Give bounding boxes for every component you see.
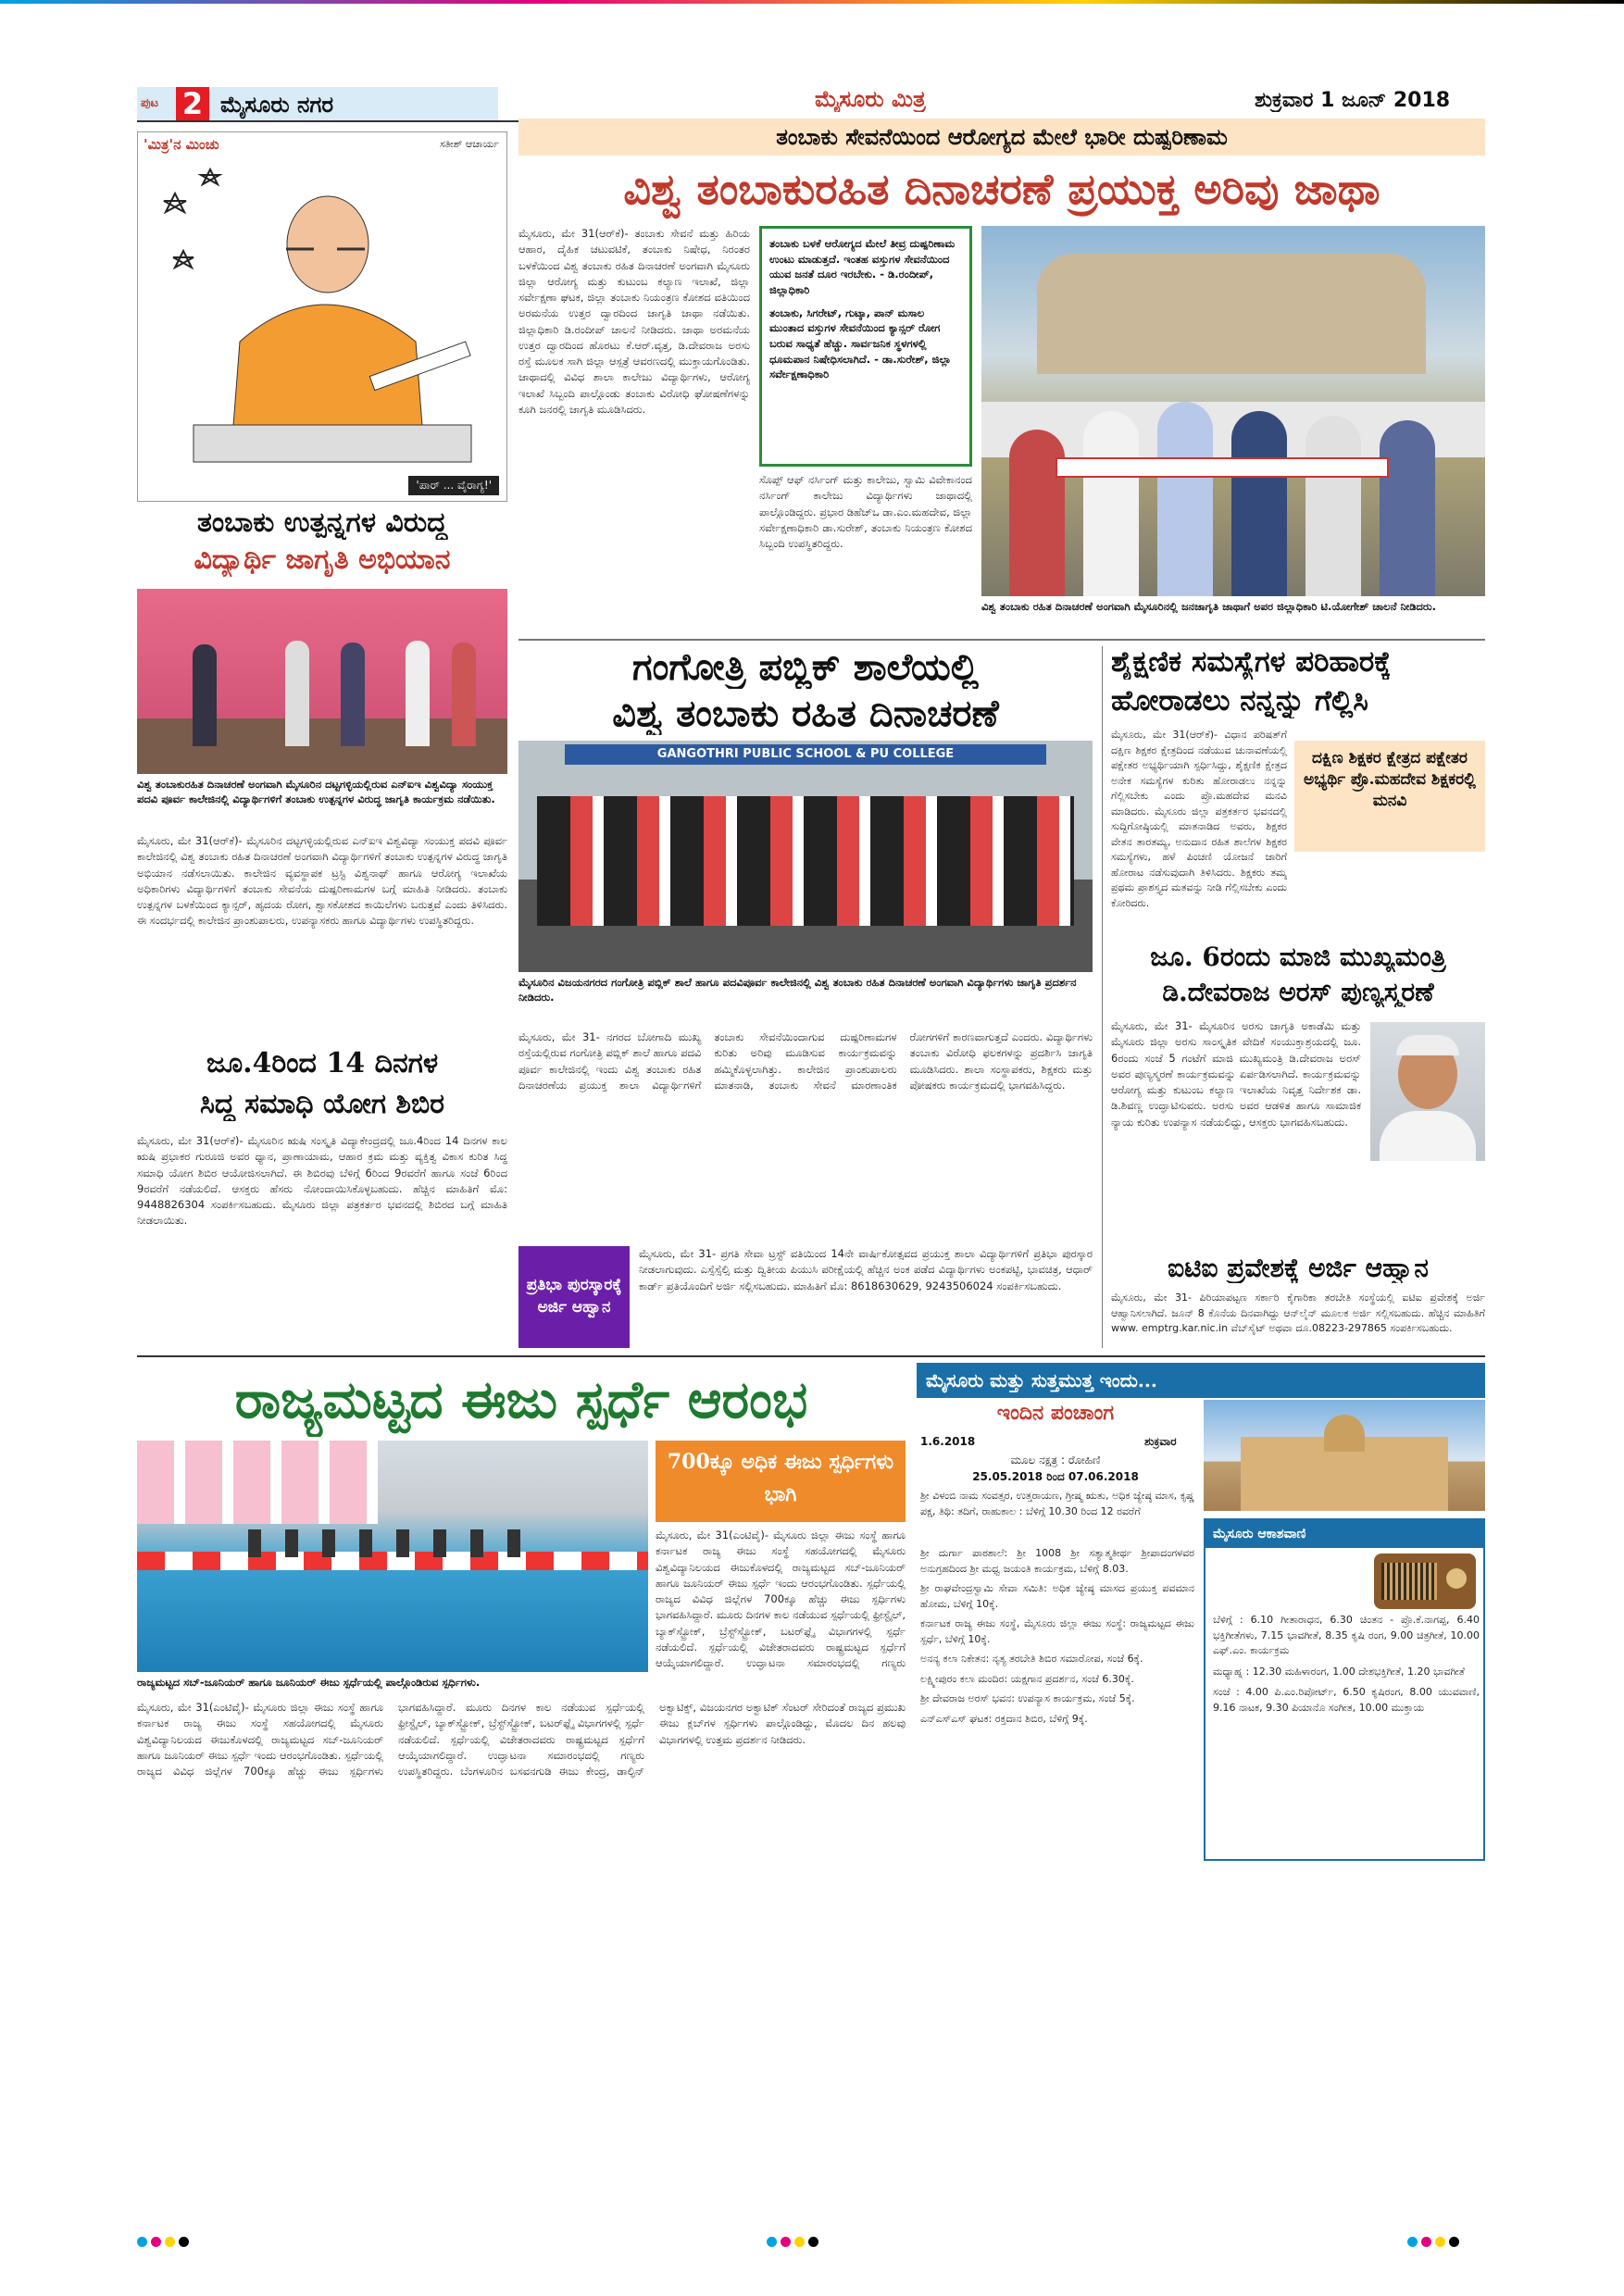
students-headline-1: ತಂಬಾಕು ಉತ್ಪನ್ನಗಳ ವಿರುದ್ಧ (196, 507, 447, 539)
gangothri-body: ಮೈಸೂರು, ಮೇ 31- ನಗರದ ಬೋಗಾದಿ ಮುಖ್ಯ ರಸ್ತೆಯಲ್ಲಿರುವ ಗಂಗೋತ್ರಿ ಪಬ್ಲಿಕ್ ಶಾಲೆ ಹಾಗೂ ಪದವಿ ಪೂರ್ವ ಕಾಲೇಜಿನಲ್ಲಿ ಇಂದು ವಿಶ್ವ ತಂಬಾಕು ರಹಿತ ದಿನಾಚರಣೆಯ ಪ್ರಯುಕ್ತ ಶಾಲಾ ವಿದ್ಯಾರ್ಥಿಗಳಿಗೆ ತಂಬಾಕು ಸೇವನೆಯಿಂದಾಗುವ ದುಷ್ಪರಿಣಾಮಗಳ ಕುರಿತು ಅರಿವು ಮೂಡಿಸುವ ಕಾರ್ಯಕ್ರಮವನ್ನು ಹಮ್ಮಿಕೊಳ್ಳಲಾಗಿತ್ತು. ಕಾಲೇಜಿನ ಪ್ರಾಂಶುಪಾಲರು ಮಾತನಾಡಿ, ತಂಬಾಕು ಸೇವನೆ ಮಾರಣಾಂತಿಕ ರೋಗಗಳಿಗೆ ಕಾರಣವಾಗುತ್ತದೆ ಎಂದರು. ವಿದ್ಯಾರ್ಥಿಗಳು ತಂಬಾಕು ವಿರೋಧಿ ಫಲಕಗಳನ್ನು ಪ್ರದರ್ಶಿಸಿ ಜಾಗೃತಿ ಮೂಡಿಸಿದರು. ಶಾಲಾ ಸಂಸ್ಥಾಪಕರು, ಶಿಕ್ಷಕರು ಮತ್ತು ಪೋಷಕರು ಕಾರ್ಯಕ್ರಮದಲ್ಲಿ ಭಾಗವಹಿಸಿದ್ದರು. (518, 1030, 1093, 1092)
teachers-headline-1: ಶೈಕ್ಷಣಿಕ ಸಮಸ್ಯೆಗಳ ಪರಿಹಾರಕ್ಕೆ (1111, 646, 1392, 679)
swim-caption: ರಾಜ್ಯಮಟ್ಟದ ಸಬ್-ಜೂನಿಯರ್ ಹಾಗೂ ಜೂನಿಯರ್ ಈಜು ಸ್ಪರ್ಧೆಯಲ್ಲಿ ಪಾಲ್ಗೊಂಡಿರುವ ಸ್ಪರ್ಧಿಗಳು. (137, 1676, 481, 1689)
lower-rule (137, 1355, 1485, 1357)
gangothri-headline-1: ಗಂಗೋತ್ರಿ ಪಬ್ಲಿಕ್ ಶಾಲೆಯಲ್ಲಿ (632, 646, 979, 689)
lead-quote-2: ತಂಬಾಕು, ಸಿಗರೇಟ್, ಗುಟ್ಕಾ, ಪಾನ್ ಮಸಾಲ ಮುಂತಾದ ವಸ್ತುಗಳ ಸೇವನೆಯಿಂದ ಕ್ಯಾನ್ಸರ್ ರೋಗ ಬರುವ ಸಾಧ್ಯತೆ ಹೆಚ್ಚು. ಸಾರ್ವಜನಿಕ ಸ್ಥಳಗಳಲ್ಲಿ ಧೂಮಪಾನ ನಿಷೇಧಿಸಲಾಗಿದೆ. - ಡಾ.ಸುರೇಶ್, ಜಿಲ್ಲಾ ಸರ್ವೇಕ್ಷಣಾಧಿಕಾರಿ (769, 306, 952, 381)
gangothri-headline-2: ವಿಶ್ವ ತಂಬಾಕು ರಹಿತ ದಿನಾಚರಣೆ (612, 693, 999, 735)
paper-name: ಮೈಸೂರು ಮಿತ್ರ (815, 85, 926, 112)
event-item: ಕರ್ನಾಟಕ ರಾಜ್ಯ ಈಜು ಸಂಸ್ಥೆ, ಮೈಸೂರು ಜಿಲ್ಲಾ ಈಜು ಸಂಸ್ಥೆ: ರಾಜ್ಯಮಟ್ಟದ ಈಜು ಸ್ಪರ್ಧೆ, ಬೆಳಿಗ್ಗೆ 10ಕ್ಕೆ. (920, 1617, 1194, 1645)
lead-body-2: ಸೊಪ್ಪ್ ಆಫ್ ನರ್ಸಿಂಗ್ ಮತ್ತು ಕಾಲೇಜು, ಸ್ವಾಮಿ ವಿವೇಕಾನಂದ ನರ್ಸಿಂಗ್ ಕಾಲೇಜು ವಿದ್ಯಾರ್ಥಿಗಳು ಜಾಥಾದಲ್ಲಿ ಪಾಲ್ಗೊಂಡಿದ್ದರು. ಪ್ರಭಾರ ಡಿಹೆಚ್‌ಒ ಡಾ.ಎಂ.ಮಹದೇವ, ಜಿಲ್ಲಾ ಸರ್ವೇಕ್ಷಣಾಧಿಕಾರಿ ಡಾ.ಸುರೇಶ್, ತಂಬಾಕು ನಿಯಂತ್ರಣ ಕೋಶದ ಸಿಬ್ಬಂದಿ ಉಪಸ್ಥಿತರಿದ್ದರು. (759, 473, 972, 550)
event-item: ಶ್ರೀ ದೇವರಾಜ ಅರಸ್ ಭವನ: ಉಪನ್ಯಾಸ ಕಾರ್ಯಕ್ರಮ, ಸಂಜೆ 5ಕ್ಕೆ. (920, 1692, 1135, 1704)
lead-headline: ವಿಶ್ವ ತಂಬಾಕುರಹಿತ ದಿನಾಚರಣೆ ಪ್ರಯುಕ್ತ ಅರಿವು ಜಾಥಾ (623, 164, 1380, 214)
radio-title: ಮೈಸೂರು ಆಕಾಶವಾಣಿ (1206, 1520, 1483, 1548)
panchang-title: ಇಂದಿನ ಪಂಚಾಂಗ (996, 1402, 1115, 1425)
page-number: 2 (176, 87, 209, 120)
devaraj-headline-1: ಜೂ. 6ರಂದು ಮಾಜಿ ಮುಖ್ಯಮಂತ್ರಿ (1150, 942, 1446, 972)
swim-photo (137, 1441, 648, 1672)
event-item: ಶ್ರೀ ರಾಘವೇಂದ್ರಸ್ವಾಮಿ ಸೇವಾ ಸಮಿತಿ: ಅಧಿಕ ಜ್ಯೇಷ್ಠ ಮಾಸದ ಪ್ರಯುಕ್ತ ಪವಮಾನ ಹೋಮ, ಬೆಳಿಗ್ಗೆ 10ಕ್ಕೆ. (920, 1582, 1194, 1610)
radio-slot: ಬೆಳಿಗ್ಗೆ : 6.10 ಗೀತಾರಾಧನ, 6.30 ಚಿಂತನ - ಪ್ರೊ.ಕೆ.ನಾಗಪ್ಪ, 6.40 ಭಕ್ತಿಗೀತೆಗಳು, 7.15 ಭಾವಗೀತೆ, 8.35 ಕೃಷಿ ರಂಗ, 9.00 ಚಿತ್ರಗೀತೆ, 10.00 ಎಫ್.ಎಂ. ಕಾರ್ಯಕ್ರಮ (1213, 1614, 1480, 1656)
panchang-range: 25.05.2018 ರಿಂದ 07.06.2018 (972, 1470, 1139, 1483)
cartoon-box (137, 131, 507, 502)
pratibha-label: ಪ್ರತಿಭಾ ಪುರಸ್ಕಾರಕ್ಕೆ ಅರ್ಜಿ ಆಹ್ವಾನ (518, 1246, 630, 1348)
radio-icon (1374, 1554, 1476, 1609)
section-title: ಮೈಸೂರು ನಗರ (220, 91, 334, 118)
event-item: ಶ್ರೀ ದುರ್ಗಾ ಪಾಠಶಾಲೆ: ಶ್ರೀ 1008 ಶ್ರೀ ಸತ್ಯಾತ್ಮತೀರ್ಥ ಶ್ರೀಪಾದಂಗಳವರ ಅನುಗ್ರಹದಿಂದ ಶ್ರೀ ಮಧ್ವ ಜಯಂತಿ ಕಾರ್ಯಕ್ರಮ, ಬೆಳಿಗ್ಗೆ 8.03. (920, 1547, 1194, 1575)
swim-subhead: 700ಕ್ಕೂ ಅಧಿಕ ಈಜು ಸ್ಪರ್ಧಿಗಳು ಭಾಗಿ (656, 1441, 906, 1522)
lead-quote-1: ತಂಬಾಕು ಬಳಕೆ ಆರೋಗ್ಯದ ಮೇಲೆ ತೀವ್ರ ದುಷ್ಪರಿಣಾಮ ಉಂಟು ಮಾಡುತ್ತದೆ. ಇಂತಹ ವಸ್ತುಗಳ ಸೇವನೆಯಿಂದ ಯುವ ಜನತೆ ದೂರ ಇರಬೇಕು. - ಡಿ.ರಂದೀಪ್, ಜಿಲ್ಲಾಧಿಕಾರಿ (769, 237, 956, 297)
lead-kicker: ತಂಬಾಕು ಸೇವನೆಯಿಂದ ಆರೋಗ್ಯದ ಮೇಲೆ ಭಾರೀ ದುಷ್ಪರಿಣಾಮ (518, 119, 1485, 156)
palace-photo (1204, 1400, 1485, 1511)
cartoon-artist: ಸತೀಶ್ ಆಚಾರ್ಯ (439, 138, 499, 150)
events-list (920, 1546, 1194, 2139)
cartoon-title: 'ಮಿತ್ರ'ನ ಮಿಂಚು (144, 136, 219, 153)
yoga-headline-2: ಸಿದ್ಧ ಸಮಾಧಿ ಯೋಗ ಶಿಬಿರ (199, 1089, 445, 1120)
yoga-body: ಮೈಸೂರು, ಮೇ 31(ಆರ್‌ಕೆ)- ಮೈಸೂರಿನ ಋಷಿ ಸಂಸ್ಕೃತಿ ವಿದ್ಯಾಕೇಂದ್ರದಲ್ಲಿ ಜೂ.4ರಿಂದ 14 ದಿನಗಳ ಕಾಲ ಋಷಿ ಪ್ರಭಾಕರ ಗುರೂಜಿ ಅವರ ಧ್ಯಾನ, ಪ್ರಾಣಾಯಾಮ, ಆಹಾರ ಕ್ರಮ ಮತ್ತು ವ್ಯಕ್ತಿತ್ವ ವಿಕಾಸ ಕುರಿತ ಸಿದ್ಧ ಸಮಾಧಿ ಯೋಗ ಶಿಬಿರ ಆಯೋಜಿಸಲಾಗಿದೆ. ಈ ಶಿಬಿರವು ಬೆಳಿಗ್ಗೆ 6ರಿಂದ 9ರವರೆಗೆ ಹಾಗೂ ಸಂಜೆ 6ರಿಂದ 9ರವರೆಗೆ ನಡೆಯಲಿದೆ. ಆಸಕ್ತರು ಹೆಸರು ನೋಂದಾಯಿಸಿಕೊಳ್ಳಬಹುದು. ಹೆಚ್ಚಿನ ಮಾಹಿತಿಗೆ ಮೊ: 9448826304 ಸಂಪರ್ಕಿಸಬಹುದು. ಮೈಸೂರು ಜಿಲ್ಲಾ ಪತ್ರಕರ್ತರ ಭವನದಲ್ಲಿ ಶಿಬಿರದ ಬಗ್ಗೆ ಮಾಹಿತಿ ನೀಡಲಾಯಿತು. (137, 1134, 507, 1228)
section-bar (137, 87, 498, 120)
students-headline-2: ವಿದ್ಯಾರ್ಥಿ ಜಾಗೃತಿ ಅಭಿಯಾನ (194, 544, 451, 576)
teachers-body: ಮೈಸೂರು, ಮೇ 31(ಆರ್‌ಕೆ)- ವಿಧಾನ ಪರಿಷತ್‌ಗೆ ದಕ್ಷಿಣ ಶಿಕ್ಷಕರ ಕ್ಷೇತ್ರದಿಂದ ನಡೆಯುವ ಚುನಾವಣೆಯಲ್ಲಿ ಪಕ್ಷೇತರ ಅಭ್ಯರ್ಥಿಯಾಗಿ ಸ್ಪರ್ಧಿಸಿದ್ದು, ಶೈಕ್ಷಣಿಕ ಕ್ಷೇತ್ರದ ಅನೇಕ ಸಮಸ್ಯೆಗಳ ಕುರಿತು ಹೋರಾಡಲು ನನ್ನನ್ನು ಗೆಲ್ಲಿಸಬೇಕು ಎಂದು ಪ್ರೊ.ಮಹದೇವ ಮನವಿ ಮಾಡಿದರು. ಮೈಸೂರು ಜಿಲ್ಲಾ ಪತ್ರಕರ್ತರ ಭವನದಲ್ಲಿ ಸುದ್ದಿಗೋಷ್ಠಿಯಲ್ಲಿ ಮಾತನಾಡಿದ ಅವರು, ಶಿಕ್ಷಕರ ವೇತನ ತಾರತಮ್ಯ, ಅನುದಾನ ರಹಿತ ಶಾಲೆಗಳ ಶಿಕ್ಷಕರ ಸಮಸ್ಯೆಗಳು, ಹಳೆ ಪಿಂಚಣಿ ಯೋಜನೆ ಜಾರಿಗೆ ಹೋರಾಟ ನಡೆಸುವುದಾಗಿ ತಿಳಿಸಿದರು. ಶಿಕ್ಷಕರು ತಮ್ಮ ಪ್ರಥಮ ಪ್ರಾಶಸ್ತ್ಯದ ಮತವನ್ನು ನೀಡಿ ಗೆಲ್ಲಿಸಬೇಕು ಎಂದು ಕೋರಿದರು. (1111, 729, 1287, 909)
students-photo (137, 589, 507, 774)
color-bar-top (0, 0, 1624, 4)
event-item: ಅನನ್ಯ ಕಲಾ ನಿಕೇತನ: ನೃತ್ಯ ತರಬೇತಿ ಶಿಬಿರ ಸಮಾರೋಪ, ಸಂಜೆ 6ಕ್ಕೆ. (920, 1653, 1143, 1665)
color-dots-center (767, 2233, 822, 2251)
today-header: ಮೈಸೂರು ಮತ್ತು ಸುತ್ತಮುತ್ತ ಇಂದು... (917, 1363, 1485, 1398)
color-dots-left (137, 2233, 193, 2251)
column-rule (1102, 646, 1103, 1348)
radio-slot: ಮಧ್ಯಾಹ್ನ : 12.30 ಮಹಿಳಾರಂಗ, 1.00 ದೇಶಭಕ್ತಿಗೀತೆ, 1.20 ಭಾವಗೀತೆ (1213, 1665, 1465, 1678)
teachers-box: ದಕ್ಷಿಣ ಶಿಕ್ಷಕರ ಕ್ಷೇತ್ರದ ಪಕ್ಷೇತರ ಅಭ್ಯರ್ಥಿ ಪ್ರೊ.ಮಹದೇವ ಶಿಕ್ಷಕರಲ್ಲಿ ಮನವಿ (1294, 741, 1485, 852)
event-item: ಎನ್‌ಎಸ್‌ಎಸ್ ಘಟಕ: ರಕ್ತದಾನ ಶಿಬಿರ, ಬೆಳಿಗ್ಗೆ 9ಕ್ಕೆ. (920, 1712, 1088, 1725)
lead-photo (981, 226, 1485, 596)
lead-photo-caption: ವಿಶ್ವ ತಂಬಾಕು ರಹಿತ ದಿನಾಚರಣೆ ಅಂಗವಾಗಿ ಮೈಸೂರಿನಲ್ಲಿ ಜನಜಾಗೃತಿ ಜಾಥಾಗೆ ಅಪರ ಜಿಲ್ಲಾಧಿಕಾರಿ ಟಿ.ಯೋಗೇಶ್ ಚಾಲನೆ ನೀಡಿದರು. (981, 600, 1436, 613)
gangothri-photo (518, 741, 1093, 972)
color-dots-right (1407, 2233, 1463, 2251)
students-body: ಮೈಸೂರು, ಮೇ 31(ಆರ್‌ಕೆ)- ಮೈಸೂರಿನ ದಟ್ಟಗಳ್ಳಿಯಲ್ಲಿರುವ ಎನ್‌ಐಇ ವಿಶ್ವವಿದ್ಯಾ ಸಂಯುಕ್ತ ಪದವಿ ಪೂರ್ವ ಕಾಲೇಜಿನಲ್ಲಿ ವಿಶ್ವ ತಂಬಾಕು ರಹಿತ ದಿನಾಚರಣೆ ಅಂಗವಾಗಿ ವಿದ್ಯಾರ್ಥಿಗಳಿಗೆ ತಂಬಾಕು ಉತ್ಪನ್ನಗಳ ವಿರುದ್ಧ ಜಾಗೃತಿ ಅಭಿಯಾನ ನಡೆಸಲಾಯಿತು. ಕಾಲೇಜಿನ ವ್ಯವಸ್ಥಾಪಕ ಟ್ರಸ್ಟಿ ವಿಶ್ವನಾಥ್ ಹಾಗೂ ಆರೋಗ್ಯ ಇಲಾಖೆಯ ಅಧಿಕಾರಿಗಳು ವಿದ್ಯಾರ್ಥಿಗಳಿಗೆ ತಂಬಾಕು ಸೇವನೆಯ ದುಷ್ಪರಿಣಾಮಗಳ ಬಗ್ಗೆ ಮಾಹಿತಿ ನೀಡಿದರು. ತಂಬಾಕು ಉತ್ಪನ್ನಗಳ ಬಳಕೆಯಿಂದ ಕ್ಯಾನ್ಸರ್, ಹೃದಯ ರೋಗ, ಶ್ವಾಸಕೋಶದ ಕಾಯಿಲೆಗಳು ಬರುತ್ತವೆ ಎಂದು ತಿಳಿಸಿದರು. ಈ ಸಂದರ್ಭದಲ್ಲಿ ಕಾಲೇಜಿನ ಪ್ರಾಂಶುಪಾಲರು, ಉಪನ್ಯಾಸಕರು ಹಾಗೂ ವಿದ್ಯಾರ್ಥಿಗಳು ಉಪಸ್ಥಿತರಿದ್ದರು. (137, 834, 507, 928)
lead-bottom-rule (518, 639, 1485, 641)
pratibha-body: ಮೈಸೂರು, ಮೇ 31- ಪ್ರಗತಿ ಸೇವಾ ಟ್ರಸ್ಟ್ ವತಿಯಿಂದ 14ನೇ ವಾರ್ಷಿಕೋತ್ಸವದ ಪ್ರಯುಕ್ತ ಶಾಲಾ ವಿದ್ಯಾರ್ಥಿಗಳಿಗೆ ಪ್ರತಿಭಾ ಪುರಸ್ಕಾರ ನೀಡಲಾಗುವುದು. ಎಸ್ಸೆಸ್ಸೆಲ್ಸಿ ಮತ್ತು ದ್ವಿತೀಯ ಪಿಯುಸಿ ಪರೀಕ್ಷೆಯಲ್ಲಿ ಹೆಚ್ಚಿನ ಅಂಕ ಪಡೆದ ವಿದ್ಯಾರ್ಥಿಗಳು ಅಂಕಪಟ್ಟಿ, ಭಾವಚಿತ್ರ, ಆಧಾರ್ ಕಾರ್ಡ್ ಪ್ರತಿಯೊಂದಿಗೆ ಅರ್ಜಿ ಸಲ್ಲಿಸಬಹುದು. ಮಾಹಿತಿಗೆ ಮೊ: 8618630629, 9243506024 ಸಂಪರ್ಕಿಸಬಹುದು. (639, 1247, 1093, 1292)
event-item: ಲಕ್ಷ್ಮೀಪುರಂ ಕಲಾ ಮಂದಿರ: ಯಕ್ಷಗಾನ ಪ್ರದರ್ಶನ, ಸಂಜೆ 6.30ಕ್ಕೆ. (920, 1672, 1134, 1685)
cartoon-caption: 'ಪಾರ್ ... ವೈರಾಗ್ಯ!' (408, 476, 499, 495)
gangothri-caption: ಮೈಸೂರಿನ ವಿಜಯನಗರದ ಗಂಗೋತ್ರಿ ಪಬ್ಲಿಕ್ ಶಾಲೆ ಹಾಗೂ ಪದವಿಪೂರ್ವ ಕಾಲೇಜಿನಲ್ಲಿ ವಿಶ್ವ ತಂಬಾಕು ರಹಿತ ದಿನಾಚರಣೆ ಅಂಗವಾಗಿ ವಿದ್ಯಾರ್ಥಿಗಳು ಜಾಗೃತಿ ಪ್ರದರ್ಶನ ನೀಡಿದರು. (518, 976, 1077, 1004)
panchang-nakshatra: ಮೂಲ ನಕ್ಷತ್ರ : ರೋಹಿಣಿ (1010, 1454, 1101, 1466)
lead-quotes-box (759, 226, 972, 467)
lead-body: ಮೈಸೂರು, ಮೇ 31(ಆರ್‌ಕೆ)- ತಂಬಾಕು ಸೇವನೆ ಮತ್ತು ಹಿರಿಯ ಆಹಾರ, ದೈಹಿಕ ಚಟುವಟಿಕೆ, ತಂಬಾಕು ನಿಷೇಧ, ನಿರಂತರ ಬಳಕೆಯಿಂದ ವಿಶ್ವ ತಂಬಾಕು ರಹಿತ ದಿನಾಚರಣೆ ಅಂಗವಾಗಿ ಮೈಸೂರು ಜಿಲ್ಲಾ ಆರೋಗ್ಯ ಮತ್ತು ಕುಟುಂಬ ಕಲ್ಯಾಣ ಇಲಾಖೆ, ಜಿಲ್ಲಾ ಸರ್ವೇಕ್ಷಣಾ ಘಟಕ, ಜಿಲ್ಲಾ ತಂಬಾಕು ನಿಯಂತ್ರಣ ಕೋಶದ ವತಿಯಿಂದ ಅರಮನೆಯ ಉತ್ತರ ದ್ವಾರದಿಂದ ಜಾಗೃತಿ ಜಾಥಾ ನಡೆಯಿತು. ಜಿಲ್ಲಾಧಿಕಾರಿ ಡಿ.ರಂದೀಪ್ ಚಾಲನೆ ನೀಡಿದರು. ಜಾಥಾ ಅರಮನೆಯ ಉತ್ತರ ದ್ವಾರದಿಂದ ಹೊರಟು ಕೆ.ಆರ್.ವೃತ್ತ, ಡಿ.ದೇವರಾಜ ಅರಸು ರಸ್ತೆ ಮೂಲಕ ಸಾಗಿ ಜಿಲ್ಲಾ ಆಸ್ಪತ್ರೆ ಆವರಣದಲ್ಲಿ ಮುಕ್ತಾಯಗೊಂಡಿತು. ಜಾಥಾದಲ್ಲಿ ವಿವಿಧ ಶಾಲಾ ಕಾಲೇಜು ವಿದ್ಯಾರ್ಥಿಗಳು, ಆರೋಗ್ಯ ಇಲಾಖೆ ಸಿಬ್ಬಂದಿ ಪಾಲ್ಗೊಂಡು ತಂಬಾಕು ವಿರೋಧಿ ಘೋಷಣೆಗಳನ್ನು ಕೂಗಿ ಜನರಲ್ಲಿ ಜಾಗೃತಿ ಮೂಡಿಸಿದರು. (518, 227, 750, 416)
swim-body-side: ಮೈಸೂರು, ಮೇ 31(ಎಂಟಿವೈ)- ಮೈಸೂರು ಜಿಲ್ಲಾ ಈಜು ಸಂಸ್ಥೆ ಹಾಗೂ ಕರ್ನಾಟಕ ರಾಜ್ಯ ಈಜು ಸಂಸ್ಥೆ ಸಹಯೋಗದಲ್ಲಿ ಮೈಸೂರು ವಿಶ್ವವಿದ್ಯಾನಿಲಯದ ಈಜುಕೊಳದಲ್ಲಿ ರಾಜ್ಯಮಟ್ಟದ ಸಬ್-ಜೂನಿಯರ್ ಹಾಗೂ ಜೂನಿಯರ್ ಈಜು ಸ್ಪರ್ಧೆ ಇಂದು ಆರಂಭಗೊಂಡಿತು. ಸ್ಪರ್ಧೆಯಲ್ಲಿ ರಾಜ್ಯದ ವಿವಿಧ ಜಿಲ್ಲೆಗಳ 700ಕ್ಕೂ ಹೆಚ್ಚು ಈಜು ಸ್ಪರ್ಧಿಗಳು ಭಾಗವಹಿಸಿದ್ದಾರೆ. ಮೂರು ದಿನಗಳ ಕಾಲ ನಡೆಯುವ ಸ್ಪರ್ಧೆಯಲ್ಲಿ ಫ್ರೀಸ್ಟೈಲ್, ಬ್ಯಾಕ್‌ಸ್ಟ್ರೋಕ್, ಬ್ರೆಸ್ಟ್‌ಸ್ಟ್ರೋಕ್, ಬಟರ್‌ಫ್ಲೈ ವಿಭಾಗಗಳಲ್ಲಿ ಸ್ಪರ್ಧೆ ನಡೆಯಲಿದೆ. ಸ್ಪರ್ಧೆಯಲ್ಲಿ ವಿಜೇತರಾದವರು ರಾಷ್ಟ್ರಮಟ್ಟದ ಸ್ಪರ್ಧೆಗೆ ಆಯ್ಕೆಯಾಗಲಿದ್ದಾರೆ. ಉದ್ಘಾಟನಾ ಸಮಾರಂಭದಲ್ಲಿ ಗಣ್ಯರು (656, 1529, 906, 1669)
cartoon-drawing (138, 156, 507, 471)
swim-headline: ರಾಜ್ಯಮಟ್ಟದ ಈಜು ಸ್ಪರ್ಧೆ ಆರಂಭ (234, 1369, 808, 1430)
devaraj-portrait (1370, 1022, 1485, 1161)
devaraj-headline-2: ಡಿ.ದೇವರಾಜ ಅರಸ್ ಪುಣ್ಯಸ್ಮರಣೆ (1162, 978, 1434, 1007)
gangothri-banner: GANGOTHRI PUBLIC SCHOOL & PU COLLEGE (565, 744, 1046, 765)
iti-headline: ಐಟಿಐ ಪ್ರವೇಶಕ್ಕೆ ಅರ್ಜಿ ಆಹ್ವಾನ (1168, 1254, 1429, 1283)
radio-slot: ಸಂಜೆ : 4.00 ಪಿ.ಎಂ.ರಿಪೋರ್ಟ್, 6.50 ಕೃಷಿರಂಗ, 8.00 ಯುವವಾಣಿ, 9.16 ನಾಟಕ, 9.30 ಪಿಯಾನೊ ಸಂಗೀತ, 10.00 ಮುಕ್ತಾಯ (1213, 1686, 1480, 1714)
radio-schedule (1213, 1613, 1480, 1716)
iti-body: ಮೈಸೂರು, ಮೇ 31- ಪಿರಿಯಾಪಟ್ಟಣ ಸರ್ಕಾರಿ ಕೈಗಾರಿಕಾ ತರಬೇತಿ ಸಂಸ್ಥೆಯಲ್ಲಿ ಐಟಿಐ ಪ್ರವೇಶಕ್ಕೆ ಅರ್ಜಿ ಆಹ್ವಾನಿಸಲಾಗಿದೆ. ಜೂನ್ 8 ಕೊನೆಯ ದಿನವಾಗಿದ್ದು ಆನ್‌ಲೈನ್ ಮೂಲಕ ಅರ್ಜಿ ಸಲ್ಲಿಸಬಹುದು. ಹೆಚ್ಚಿನ ಮಾಹಿತಿಗೆ www. emptrg.kar.nic.in ವೆಬ್‌ಸೈಟ್ ಅಥವಾ ದೂ.08223-297865 ಸಂಪರ್ಕಿಸಬಹುದು. (1111, 1292, 1485, 1334)
panchang-date: 1.6.2018 (920, 1435, 976, 1448)
yoga-headline-1: ಜೂ.4ರಿಂದ 14 ದಿನಗಳ (206, 1048, 439, 1079)
students-caption: ವಿಶ್ವ ತಂಬಾಕುರಹಿತ ದಿನಾಚರಣೆ ಅಂಗವಾಗಿ ಮೈಸೂರಿನ ದಟ್ಟಗಳ್ಳಿಯಲ್ಲಿರುವ ಎನ್‌ಐಇ ವಿಶ್ವವಿದ್ಯಾ ಸಂಯುಕ್ತ ಪದವಿ ಪೂರ್ವ ಕಾಲೇಜಿನಲ್ಲಿ ವಿದ್ಯಾರ್ಥಿಗಳಿಗೆ ತಂಬಾಕು ಉತ್ಪನ್ನಗಳ ವಿರುದ್ಧ ಜಾಗೃತಿ ಕಾರ್ಯಕ್ರಮ ನಡೆಯಿತು. (137, 778, 495, 805)
teachers-headline-2: ಹೋರಾಡಲು ನನ್ನನ್ನು ಗೆಲ್ಲಿಸಿ (1111, 685, 1368, 718)
devaraj-body: ಮೈಸೂರು, ಮೇ 31- ಮೈಸೂರಿನ ಅರಸು ಜಾಗೃತಿ ಅಕಾಡೆಮಿ ಮತ್ತು ಮೈಸೂರು ಜಿಲ್ಲಾ ಅರಸು ಸಾಂಸ್ಕೃತಿಕ ವೇದಿಕೆ ಸಂಯುಕ್ತಾಶ್ರಯದಲ್ಲಿ ಜೂ. 6ರಂದು ಸಂಜೆ 5 ಗಂಟೆಗೆ ಮಾಜಿ ಮುಖ್ಯಮಂತ್ರಿ ಡಿ.ದೇವರಾಜ ಅರಸ್ ಅವರ ಪುಣ್ಯಸ್ಮರಣೆ ಕಾರ್ಯಕ್ರಮವನ್ನು ಏರ್ಪಡಿಸಲಾಗಿದೆ. ಕಾರ್ಯಕ್ರಮವನ್ನು ಆರೋಗ್ಯ ಮತ್ತು ಕುಟುಂಬ ಕಲ್ಯಾಣ ಇಲಾಖೆಯ ನಿವೃತ್ತ ನಿರ್ದೇಶಕ ಡಾ. ಡಿ.ಶಿವಣ್ಣ ಉದ್ಘಾಟಿಸುವರು. ಅರಸು ಅವರ ಆಡಳಿತ ಹಾಗೂ ಸಾಮಾಜಿಕ ನ್ಯಾಯ ಕುರಿತು ಉಪನ್ಯಾಸ ನಡೆಯಲಿದ್ದು, ಆಸಕ್ತರು ಭಾಗವಹಿಸಬಹುದು. (1111, 1019, 1361, 1129)
radio-box (1204, 1518, 1485, 1861)
issue-date: ಶುಕ್ರವಾರ 1 ಜೂನ್ 2018 (1255, 89, 1451, 112)
swim-body: ಮೈಸೂರು, ಮೇ 31(ಎಂಟಿವೈ)- ಮೈಸೂರು ಜಿಲ್ಲಾ ಈಜು ಸಂಸ್ಥೆ ಹಾಗೂ ಕರ್ನಾಟಕ ರಾಜ್ಯ ಈಜು ಸಂಸ್ಥೆ ಸಹಯೋಗದಲ್ಲಿ ಮೈಸೂರು ವಿಶ್ವವಿದ್ಯಾನಿಲಯದ ಈಜುಕೊಳದಲ್ಲಿ ರಾಜ್ಯಮಟ್ಟದ ಸಬ್-ಜೂನಿಯರ್ ಹಾಗೂ ಜೂನಿಯರ್ ಈಜು ಸ್ಪರ್ಧೆ ಇಂದು ಆರಂಭಗೊಂಡಿತು. ಸ್ಪರ್ಧೆಯಲ್ಲಿ ರಾಜ್ಯದ ವಿವಿಧ ಜಿಲ್ಲೆಗಳ 700ಕ್ಕೂ ಹೆಚ್ಚು ಈಜು ಸ್ಪರ್ಧಿಗಳು ಭಾಗವಹಿಸಿದ್ದಾರೆ. ಮೂರು ದಿನಗಳ ಕಾಲ ನಡೆಯುವ ಸ್ಪರ್ಧೆಯಲ್ಲಿ ಫ್ರೀಸ್ಟೈಲ್, ಬ್ಯಾಕ್‌ಸ್ಟ್ರೋಕ್, ಬ್ರೆಸ್ಟ್‌ಸ್ಟ್ರೋಕ್, ಬಟರ್‌ಫ್ಲೈ ವಿಭಾಗಗಳಲ್ಲಿ ಸ್ಪರ್ಧೆ ನಡೆಯಲಿದೆ. ಸ್ಪರ್ಧೆಯಲ್ಲಿ ವಿಜೇತರಾದವರು ರಾಷ್ಟ್ರಮಟ್ಟದ ಸ್ಪರ್ಧೆಗೆ ಆಯ್ಕೆಯಾಗಲಿದ್ದಾರೆ. ಉದ್ಘಾಟನಾ ಸಮಾರಂಭದಲ್ಲಿ ಗಣ್ಯರು ಉಪಸ್ಥಿತರಿದ್ದರು. ಬೆಂಗಳೂರಿನ ಬಸವನಗುಡಿ ಈಜು ಕೇಂದ್ರ, ಡಾಲ್ಫಿನ್ ಅಕ್ವಾಟಿಕ್ಸ್, ವಿಜಯನಗರ ಅಕ್ವಾಟಿಕ್ ಸೆಂಟರ್ ಸೇರಿದಂತೆ ರಾಜ್ಯದ ಪ್ರಮುಖ ಈಜು ಕ್ಲಬ್‌ಗಳ ಸ್ಪರ್ಧಿಗಳು ಪಾಲ್ಗೊಂಡಿದ್ದು, ಮೊದಲ ದಿನ ಹಲವು ವಿಭಾಗಗಳಲ್ಲಿ ಉತ್ತಮ ಪ್ರದರ್ಶನ ನೀಡಿದರು. (137, 1701, 906, 1778)
page-label: ಪುಟ (141, 96, 159, 110)
panchang-body: ಶ್ರೀ ವಿಳಂಬಿ ನಾಮ ಸಂವತ್ಸರ, ಉತ್ತರಾಯಣ, ಗ್ರೀಷ್ಮ ಋತು, ಅಧಿಕ ಜ್ಯೇಷ್ಠ ಮಾಸ, ಕೃಷ್ಣ ಪಕ್ಷ, ತಿಥಿ: ತದಿಗೆ, ರಾಹುಕಾಲ : ಬೆಳಿಗ್ಗೆ 10.30 ರಿಂದ 12 ರವರೆಗೆ (920, 1490, 1194, 1517)
panchang-day: ಶುಕ್ರವಾರ (1144, 1435, 1177, 1448)
